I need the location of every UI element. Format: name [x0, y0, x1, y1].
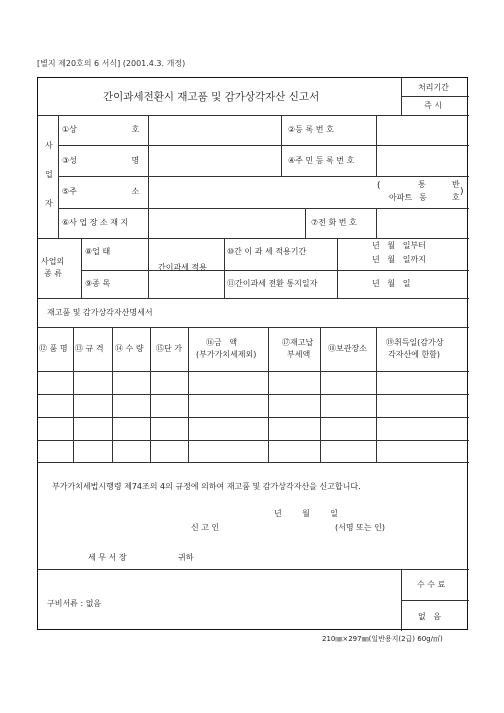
attachments-label: 구비서류 : 없음 [47, 599, 102, 608]
conversion-notice-date-label: ⑪간이과세 전환 통지일자 [227, 279, 318, 288]
col-amount-line-2: (부가가치세제외) [196, 350, 257, 359]
notice-date: 년 월 일 [372, 279, 411, 288]
declaration-date: 년 월 일 [274, 509, 338, 518]
simple-tax-period-label: ⑩간 이 과 세 적용기간 [227, 247, 307, 256]
workplace-address-label: ⑥사 업 장 소 재 지 [62, 218, 129, 227]
col-unit-price: ⑮단 가 [156, 344, 182, 353]
signature-label: (서명 또는 인) [335, 523, 385, 532]
address-open-paren: ( [377, 181, 381, 191]
tax-office-label: 세 무 서 장 [88, 553, 127, 562]
business-item-label: ⑨종 목 [85, 279, 111, 288]
simple-tax-apply-label: 간이과세 적용 [158, 263, 207, 272]
paper-spec-note: 210㎜×297㎜(일반용지(2급) 60g/㎡) [322, 635, 443, 643]
col-quantity: ⑭ 수 량 [115, 344, 144, 353]
trade-name-label: ①상 호 [62, 125, 140, 134]
reporter-label: 신 고 인 [191, 523, 220, 532]
declaration-form [37, 77, 468, 630]
apartment-label: 아파트 [389, 193, 413, 202]
declaration-statement: 부가가치세법시행령 제74조의 4의 규정에 의하여 재고품 및 감가상각자산을 신고합니다. [52, 482, 361, 491]
col-acquired-date-line-1: ⑲취득일(감가상 [386, 338, 444, 347]
inventory-section-title: 재고품 및 감가상각자산명세서 [47, 308, 153, 317]
address-close-paren: ) [460, 187, 464, 197]
tong-label: 통 [418, 180, 426, 189]
col-remaining-tax-line-2: 부세액 [287, 350, 311, 359]
honorific-label: 귀하 [178, 553, 194, 562]
ho-label: 호 [452, 193, 460, 202]
business-section-char-2: 업 [45, 170, 53, 179]
col-acquired-date-line-2: 각자산에 한함) [388, 350, 441, 359]
business-type-section-line-2: 종 류 [44, 269, 62, 278]
business-section-char-1: 사 [45, 141, 53, 150]
col-storage-location: ⑱보관장소 [328, 344, 367, 353]
fee-label: 수 수 료 [417, 580, 446, 589]
col-remaining-tax-line-1: ⑰재고납 [282, 338, 314, 347]
form-title: 간이과세전환시 재고품 및 감가상각자산 신고서 [103, 91, 320, 103]
period-from: 년 월 일부터 [372, 241, 426, 250]
ban-label: 반 [452, 180, 460, 189]
business-category-label: ⑧업 태 [85, 247, 111, 256]
processing-period-value: 즉 시 [424, 101, 442, 110]
business-type-section-line-1: 사업의 [41, 257, 65, 266]
fee-value: 없 음 [418, 612, 442, 621]
business-section-char-3: 자 [45, 199, 53, 208]
col-item-name: ⑫ 품 명 [39, 344, 68, 353]
resident-number-label: ④주 민 등 록 번 호 [288, 156, 355, 165]
col-spec: ⑬ 규 격 [75, 344, 104, 353]
form-number-note: [별지 제20호의 6 서식] (2001.4.3. 개정) [37, 59, 186, 68]
registration-number-label: ②등 록 번 호 [288, 125, 334, 134]
period-to: 년 월 일까지 [372, 255, 426, 264]
address-label: ⑤주 소 [62, 187, 140, 196]
representative-name-label: ③성 명 [62, 156, 140, 165]
col-amount-line-1: ⑯금 액 [206, 338, 238, 347]
phone-number-label: ⑦전 화 번 호 [311, 218, 357, 227]
processing-period-label: 처리기간 [418, 83, 449, 92]
dong-label: 동 [419, 193, 427, 202]
